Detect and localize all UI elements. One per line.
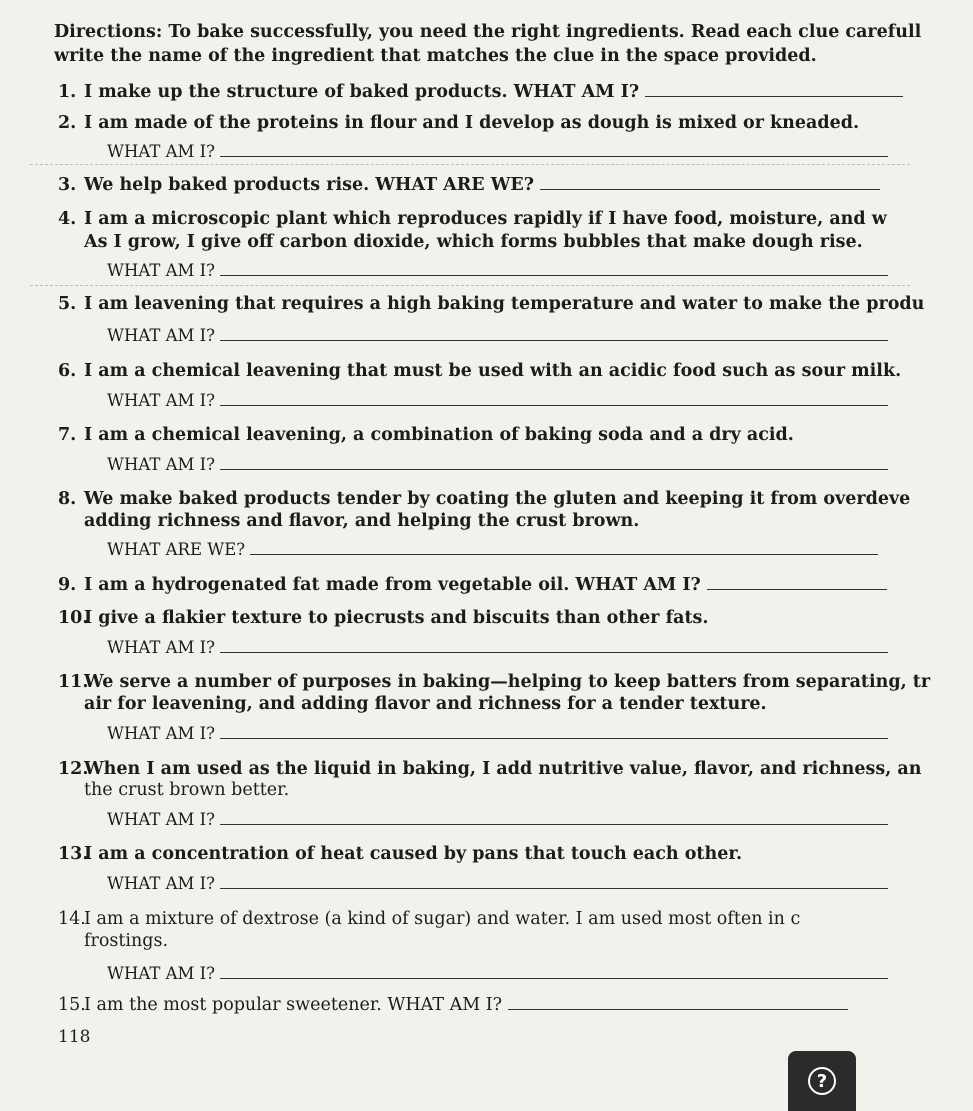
question-6 (58, 359, 973, 383)
answer-blank-6[interactable] (220, 391, 888, 406)
question-number: 7. (58, 425, 77, 445)
question-2 (58, 111, 973, 135)
question-7-ask (107, 454, 937, 476)
question-text: I make up the structure of baked products. WHAT AM I? (84, 82, 640, 102)
question-text: frostings. (84, 931, 169, 951)
answer-blank-11[interactable] (220, 724, 888, 739)
question-mark-icon: ? (808, 1067, 836, 1095)
answer-blank-5[interactable] (220, 326, 888, 341)
ask-label: WHAT AM I? (107, 964, 216, 983)
question-number: 6. (58, 361, 77, 381)
ask-label: WHAT AM I? (107, 638, 216, 657)
directions-text-2: write the name of the ingredient that matches the clue in the space provided. (54, 46, 817, 66)
question-14-ask (107, 963, 937, 985)
question-8-line-2 (84, 509, 973, 533)
question-text: I give a flakier texture to piecrusts and biscuits than other fats. (84, 608, 709, 628)
ask-label: WHAT AM I? (107, 391, 216, 410)
question-text: the crust brown better. (84, 780, 290, 800)
question-13-ask (107, 873, 937, 895)
directions-label: Directions: (54, 22, 163, 42)
question-text: I am made of the proteins in flour and I develop as dough is mixed or kneaded. (84, 113, 860, 133)
ask-label: WHAT AM I? (107, 810, 216, 829)
directions-text-1: To bake successfully, you need the right ingredients. Read each clue carefull (168, 22, 922, 42)
question-14-line-2 (84, 929, 973, 953)
answer-blank-3[interactable] (540, 175, 880, 190)
question-5 (58, 292, 973, 316)
ask-label: WHAT AM I? (107, 326, 216, 345)
question-4-ask (107, 260, 937, 282)
question-10 (58, 606, 973, 630)
question-15 (58, 993, 973, 1017)
answer-blank-13[interactable] (220, 874, 888, 889)
answer-blank-4[interactable] (220, 261, 888, 276)
answer-blank-1[interactable] (645, 82, 903, 97)
ask-label: WHAT AM I? (107, 261, 216, 280)
question-8-ask (107, 539, 937, 561)
question-12-line-2 (84, 778, 973, 802)
question-11-line-2 (84, 692, 973, 716)
question-1 (58, 80, 973, 104)
question-text: I am the most popular sweetener. WHAT AM I? (84, 995, 503, 1015)
answer-blank-2[interactable] (220, 142, 888, 157)
ask-label: WHAT AM I? (107, 874, 216, 893)
question-4-line-2 (84, 230, 973, 254)
directions-line-2 (54, 44, 973, 68)
question-13 (58, 842, 973, 866)
question-text: I am a chemical leavening, a combination of baking soda and a dry acid. (84, 425, 794, 445)
question-text: We make baked products tender by coating the gluten and keeping it from overdeve (84, 489, 911, 509)
question-number: 2. (58, 113, 77, 133)
answer-blank-10[interactable] (220, 638, 888, 653)
question-14 (58, 907, 973, 931)
question-number: 3. (58, 175, 77, 195)
page-number: 118 (58, 1027, 91, 1047)
question-number: 5. (58, 294, 77, 314)
answer-blank-12[interactable] (220, 810, 888, 825)
directions-line-1 (54, 20, 973, 44)
answer-blank-9[interactable] (707, 575, 887, 590)
ask-label: WHAT ARE WE? (107, 540, 246, 559)
answer-blank-14[interactable] (220, 964, 888, 979)
question-text: We serve a number of purposes in baking—helping to keep batters from separating, tr (84, 672, 931, 692)
question-11 (58, 670, 973, 694)
answer-blank-15[interactable] (508, 995, 848, 1010)
question-7 (58, 423, 973, 447)
question-number: 15. (58, 995, 86, 1015)
question-12-ask (107, 809, 937, 831)
question-10-ask (107, 637, 937, 659)
divider (30, 285, 910, 286)
question-6-ask (107, 390, 937, 412)
question-2-ask (107, 141, 937, 163)
question-number: 12. (58, 759, 89, 779)
question-text: I am a mixture of dextrose (a kind of sugar) and water. I am used most often in c (84, 909, 801, 929)
answer-blank-8[interactable] (250, 540, 878, 555)
question-text: I am leavening that requires a high baking temperature and water to make the produ (84, 294, 925, 314)
question-text: We help baked products rise. WHAT ARE WE? (84, 175, 534, 195)
question-text: adding richness and flavor, and helping the crust brown. (84, 511, 640, 531)
question-text: I am a chemical leavening that must be used with an acidic food such as sour milk. (84, 361, 902, 381)
question-number: 9. (58, 575, 77, 595)
question-number: 10. (58, 608, 89, 628)
question-text: When I am used as the liquid in baking, I add nutritive value, flavor, and richness, an (84, 759, 922, 779)
question-number: 11. (58, 672, 89, 692)
question-11-ask (107, 723, 937, 745)
ask-label: WHAT AM I? (107, 455, 216, 474)
question-text: I am a concentration of heat caused by pans that touch each other. (84, 844, 743, 864)
question-number: 1. (58, 82, 77, 102)
ask-label: WHAT AM I? (107, 142, 216, 161)
question-text: air for leavening, and adding flavor and richness for a tender texture. (84, 694, 767, 714)
question-number: 4. (58, 209, 77, 229)
question-number: 14. (58, 909, 86, 929)
help-button[interactable] (788, 1051, 856, 1111)
question-4 (58, 207, 973, 231)
question-text: I am a hydrogenated fat made from vegetable oil. WHAT AM I? (84, 575, 701, 595)
divider (30, 164, 910, 165)
question-number: 13. (58, 844, 89, 864)
question-text: As I grow, I give off carbon dioxide, which forms bubbles that make dough rise. (84, 232, 863, 252)
question-5-ask (107, 325, 937, 347)
question-8 (58, 487, 973, 511)
ask-label: WHAT AM I? (107, 724, 216, 743)
answer-blank-7[interactable] (220, 455, 888, 470)
question-number: 8. (58, 489, 77, 509)
question-text: I am a microscopic plant which reproduces rapidly if I have food, moisture, and w (84, 209, 887, 229)
question-9 (58, 573, 973, 597)
question-3 (58, 173, 973, 197)
